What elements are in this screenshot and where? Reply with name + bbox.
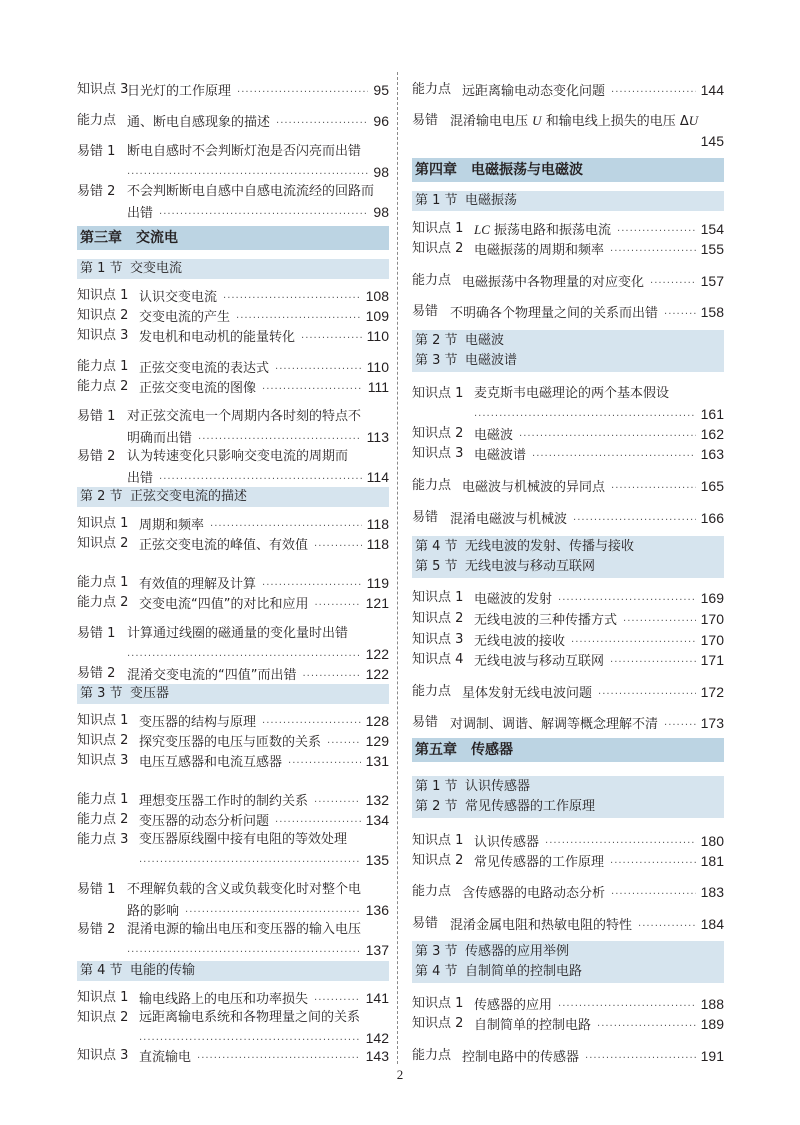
entry-title: 星体发射无线电波问题: [462, 686, 593, 701]
entry-title: 远距离输电动态变化问题: [462, 84, 606, 99]
entry-title: 理想变压器工作时的制约关系: [139, 794, 309, 809]
entry-label: 知识点 1: [77, 990, 129, 1005]
entry-title: 传感器的应用: [474, 998, 553, 1013]
entry-title: 混淆金属电阻和热敏电阻的特性: [450, 918, 633, 933]
page-number: 95: [373, 82, 389, 98]
leader-dots: [314, 537, 362, 557]
entry-label: 知识点 2: [412, 426, 464, 441]
entry-title: 认为转速变化只影响交变电流的周期而: [127, 449, 349, 464]
page-number: 118: [366, 536, 389, 552]
entry-label: 知识点 3: [77, 1048, 129, 1063]
entry-title: 无线电波的接收: [474, 634, 566, 649]
leader-dots: [664, 716, 696, 736]
entry-label: 知识点 1: [77, 713, 129, 728]
leader-dots: [598, 685, 696, 705]
entry-title: 电磁波: [474, 428, 514, 443]
entry-title-continued: 明确而出错: [127, 431, 193, 446]
page-number: 111: [367, 379, 389, 395]
page-number: 157: [700, 273, 724, 289]
page-number: 180: [700, 833, 724, 849]
section-label: 第 3 节: [415, 353, 458, 368]
page-number: 163: [700, 446, 724, 462]
section-title: 无线电波与移动互联网: [465, 559, 596, 574]
entry-title: 变压器的动态分析问题: [139, 814, 270, 829]
toc-entry[interactable]: [77, 142, 389, 182]
entry-label: 易错 1: [77, 144, 116, 159]
leader-dots: [611, 885, 696, 905]
section-label: 第 2 节: [415, 333, 458, 348]
entry-label: 易错 2: [77, 666, 116, 681]
section-title: 电磁波: [465, 333, 505, 348]
section-title: 认识传感器: [465, 779, 531, 794]
entry-label: 易错: [412, 510, 439, 525]
entry-title: 通、断电自感现象的描述: [127, 115, 271, 130]
entry-label: 知识点 3: [77, 753, 129, 768]
leader-dots: [276, 114, 368, 134]
entry-label: 能力点 2: [77, 379, 129, 394]
page-number: 119: [366, 575, 389, 591]
section-label: 第 4 节: [415, 964, 458, 979]
section-label: 第 1 节: [415, 779, 458, 794]
leader-dots: [314, 596, 360, 616]
entry-title-part: 混淆输电电压: [450, 114, 529, 129]
entry-label: 知识点 2: [412, 611, 464, 626]
page-number: 132: [365, 792, 389, 808]
entry-label: 能力点: [412, 273, 452, 288]
entry-label: 知识点 2: [412, 1016, 464, 1031]
entry-title: 常见传感器的工作原理: [474, 855, 605, 870]
entry-label: 易错: [412, 715, 439, 730]
leader-dots: [610, 653, 696, 673]
chapter-heading[interactable]: 第五章 传感器: [412, 738, 724, 762]
section-title: 电磁波谱: [465, 353, 518, 368]
section-label: 第 1 节: [80, 261, 123, 276]
entry-title: 日光灯的工作原理: [127, 84, 232, 99]
entry-title: 计算通过线圈的磁通量的变化量时出错: [127, 626, 349, 641]
section-label: 第 1 节: [415, 193, 458, 208]
section-heading-pair[interactable]: [412, 330, 724, 372]
entry-label: 知识点 1: [77, 516, 129, 531]
leader-dots: [610, 242, 696, 262]
entry-label: 知识点 3: [77, 82, 129, 97]
toc-entry[interactable]: [77, 624, 389, 664]
entry-label: 能力点 2: [77, 812, 129, 827]
entry-title: 变压器原线圈中接有电阻的等效处理: [139, 832, 348, 847]
variable-u: U: [532, 113, 542, 128]
entry-title: 不明确各个物理量之间的关系而出错: [450, 306, 659, 321]
leader-dots: [623, 612, 696, 632]
page-number: 145: [700, 133, 724, 149]
entry-label: 知识点 2: [77, 733, 129, 748]
leader-dots: [197, 1049, 361, 1069]
page-number: 170: [700, 611, 724, 627]
entry-label: 知识点 1: [412, 386, 464, 401]
entry-title: [450, 111, 698, 132]
entry-label: 知识点 1: [412, 221, 464, 236]
page-number: 128: [365, 713, 389, 729]
entry-title: 认识传感器: [474, 835, 540, 850]
entry-title: 交变电流的产生: [139, 310, 231, 325]
leader-dots: [237, 83, 368, 103]
toc-entry[interactable]: [412, 111, 724, 151]
entry-label: 能力点: [412, 884, 452, 899]
entry-title: 不理解负载的含义或负载变化时对整个电: [127, 882, 362, 897]
page-number: 131: [365, 753, 389, 769]
entry-label: 易错 2: [77, 449, 116, 464]
entry-title: 自制简单的控制电路: [474, 1018, 592, 1033]
page-number: 189: [700, 1016, 724, 1032]
section-title: 电磁振荡: [465, 193, 518, 208]
section-heading[interactable]: [77, 684, 389, 704]
page-number: 170: [700, 632, 724, 648]
entry-title: 无线电波的三种传播方式: [474, 613, 618, 628]
page-number: 171: [700, 652, 724, 668]
entry-label: 知识点 2: [412, 241, 464, 256]
entry-title: 交变电流“四值”的对比和应用: [139, 597, 309, 612]
page-number: 181: [700, 853, 724, 869]
entry-title-part: 和输电线上损失的电压 Δ: [545, 114, 689, 129]
entry-label: 能力点 2: [77, 595, 129, 610]
entry-label: 知识点 2: [412, 853, 464, 868]
page-number: 141: [365, 990, 389, 1006]
section-title: 常见传感器的工作原理: [465, 799, 596, 814]
leader-dots: [664, 305, 696, 325]
page-number: 166: [700, 510, 724, 526]
page-number: 172: [700, 684, 724, 700]
entry-title: 对正弦交流电一个周期内各时刻的特点不: [127, 409, 362, 424]
page-number: 136: [365, 902, 389, 918]
entry-label: 易错: [412, 113, 439, 128]
entry-title: 电磁振荡的周期和频率: [474, 243, 605, 258]
entry-title: 电磁波的发射: [474, 592, 553, 607]
entry-label: 知识点 3: [412, 446, 464, 461]
leader-dots: [585, 1049, 696, 1069]
page-number: 142: [365, 1030, 389, 1046]
toc-entry[interactable]: [77, 182, 389, 222]
entry-label: 能力点 3: [77, 832, 129, 847]
entry-title: 输电线路上的电压和功率损失: [139, 992, 309, 1007]
section-heading-pair[interactable]: [412, 776, 724, 818]
entry-label: 能力点 1: [77, 792, 129, 807]
page-number: 122: [365, 666, 389, 682]
entry-title: 探究变压器的电压与匝数的关系: [139, 735, 322, 750]
entry-title: 混淆电磁波与机械波: [450, 512, 568, 527]
leader-dots: [611, 479, 696, 499]
entry-title: 电磁振荡中各物理量的对应变化: [462, 275, 645, 290]
section-heading-pair[interactable]: [412, 536, 724, 578]
section-title: 自制简单的控制电路: [465, 964, 583, 979]
entry-title: 有效值的理解及计算: [139, 577, 257, 592]
entry-label: 能力点 1: [77, 575, 129, 590]
leader-dots: [139, 853, 361, 873]
section-label: 第 3 节: [80, 686, 123, 701]
leader-dots: [610, 854, 696, 874]
chapter-heading[interactable]: 第四章 电磁振荡与电磁波: [412, 158, 724, 182]
page-number: 96: [373, 113, 389, 129]
page-number: 184: [700, 916, 724, 932]
page-number: 134: [365, 812, 389, 828]
section-label: 第 2 节: [415, 799, 458, 814]
section-title: 电能的传输: [130, 963, 196, 978]
entry-title: 直流输电: [139, 1050, 192, 1065]
entry-title: 远距离输电系统和各物理量之间的关系: [139, 1010, 361, 1025]
entry-label: 能力点: [412, 1048, 452, 1063]
section-title: 无线电波的发射、传播与接收: [465, 539, 635, 554]
page-number: 137: [365, 942, 389, 958]
entry-title: 电磁波与机械波的异同点: [462, 480, 606, 495]
section-heading[interactable]: [77, 487, 389, 507]
entry-title: 正弦交变电流的表达式: [139, 361, 270, 376]
entry-title: 正弦交变电流的图像: [139, 381, 257, 396]
leader-dots: [159, 205, 368, 225]
leader-dots: [288, 754, 361, 774]
entry-label: 知识点 2: [77, 1010, 129, 1025]
entry-title: 正弦交变电流的峰值、有效值: [139, 538, 309, 553]
leader-dots: [638, 917, 696, 937]
entry-label: 能力点 1: [77, 359, 129, 374]
entry-label: 易错: [412, 304, 439, 319]
page-number: 158: [700, 304, 724, 320]
entry-label: 知识点 1: [412, 833, 464, 848]
page-number: 98: [373, 204, 389, 220]
entry-label: 易错: [412, 916, 439, 931]
entry-title: 麦克斯韦电磁理论的两个基本假设: [474, 386, 670, 401]
page-number: 155: [700, 241, 724, 257]
page-folio: 2: [396, 1067, 404, 1082]
toc-entry[interactable]: [77, 920, 389, 960]
page-number: 154: [700, 221, 724, 237]
section-label: 第 5 节: [415, 559, 458, 574]
page-number: 162: [700, 426, 724, 442]
leader-dots: [573, 511, 696, 531]
entry-title: 周期和频率: [139, 518, 205, 533]
entry-label: 易错 2: [77, 922, 116, 937]
entry-title-continued: 出错: [127, 206, 154, 221]
page-number: 191: [700, 1048, 724, 1064]
entry-label: 知识点 4: [412, 652, 464, 667]
entry-label: 知识点 1: [412, 996, 464, 1011]
entry-title: 电压互感器和电流互感器: [139, 755, 283, 770]
leader-dots: [611, 83, 696, 103]
section-label: 第 4 节: [80, 963, 123, 978]
toc-entry[interactable]: [412, 384, 724, 424]
page-number: 165: [700, 478, 724, 494]
entry-title: [474, 220, 611, 241]
entry-label: 知识点 3: [77, 328, 129, 343]
page-number: 113: [366, 429, 389, 445]
leader-dots: [558, 591, 696, 611]
entry-title-continued: 路的影响: [127, 904, 180, 919]
variable-u: U: [688, 113, 699, 128]
variable-lc: LC: [474, 222, 490, 237]
section-title: 正弦交变电流的描述: [130, 489, 248, 504]
section-label: 第 2 节: [80, 489, 123, 504]
section-heading[interactable]: [77, 961, 389, 981]
leader-dots: [532, 447, 696, 467]
page-number: 110: [366, 359, 389, 375]
section-label: 第 4 节: [415, 539, 458, 554]
page-number: 118: [366, 516, 389, 532]
page-number: 143: [365, 1048, 389, 1064]
page-number: 110: [366, 328, 389, 344]
section-title: 交变电流: [130, 261, 183, 276]
entry-label: 易错 2: [77, 184, 116, 199]
page-number: 135: [365, 852, 389, 868]
entry-label: 知识点 2: [77, 536, 129, 551]
page-number: 183: [700, 884, 724, 900]
page-number: 161: [700, 406, 724, 422]
entry-title: 变压器的结构与原理: [139, 715, 257, 730]
entry-label: 易错 1: [77, 882, 116, 897]
entry-title: 认识交变电流: [139, 290, 218, 305]
entry-title: 含传感器的电路动态分析: [462, 886, 606, 901]
toc-entry[interactable]: [77, 447, 389, 487]
page-number: 188: [700, 996, 724, 1012]
page-number: 114: [366, 469, 389, 485]
entry-label: 易错 1: [77, 409, 116, 424]
page-number: 169: [700, 590, 724, 606]
entry-title: 断电自感时不会判断灯泡是否闪亮而出错: [127, 144, 362, 159]
entry-label: 知识点 1: [77, 288, 129, 303]
toc-entry[interactable]: [77, 880, 389, 920]
column-divider: [397, 72, 398, 1064]
section-label: 第 3 节: [415, 944, 458, 959]
entry-title: 发电机和电动机的能量转化: [139, 330, 296, 345]
section-title: 变压器: [130, 686, 170, 701]
page-number: 121: [365, 595, 389, 611]
section-title: 传感器的应用举例: [465, 944, 570, 959]
page-number: 108: [365, 288, 389, 304]
section-heading[interactable]: [77, 259, 389, 279]
entry-label: 能力点: [77, 113, 117, 128]
toc-entry[interactable]: [77, 1008, 389, 1048]
page-number: 109: [365, 308, 389, 324]
page-number: 122: [365, 646, 389, 662]
entry-title: 对调制、调谐、解调等概念理解不清: [450, 717, 659, 732]
page-number: 144: [700, 82, 724, 98]
entry-title: 混淆交变电流的“四值”而出错: [127, 668, 297, 683]
entry-title: 混淆电源的输出电压和变压器的输入电压: [127, 922, 362, 937]
leader-dots: [262, 380, 363, 400]
section-heading[interactable]: [412, 191, 724, 211]
entry-label: 知识点 2: [77, 308, 129, 323]
leader-dots: [650, 274, 696, 294]
page-number: 173: [700, 715, 724, 731]
leader-dots: [127, 943, 361, 963]
entry-label: 知识点 1: [412, 590, 464, 605]
leader-dots: [597, 1017, 696, 1037]
page-number: 129: [365, 733, 389, 749]
entry-label: 能力点: [412, 82, 452, 97]
chapter-heading[interactable]: 第三章 交流电: [77, 226, 389, 250]
entry-title: 电磁波谱: [474, 448, 527, 463]
entry-label: 知识点 3: [412, 632, 464, 647]
toc-entry[interactable]: [77, 830, 389, 870]
section-heading-pair[interactable]: [412, 941, 724, 983]
toc-entry[interactable]: [77, 407, 389, 447]
entry-title: 无线电波与移动互联网: [474, 654, 605, 669]
leader-dots: [301, 329, 362, 349]
entry-title: 不会判断断电自感中自感电流流经的回路而: [127, 184, 375, 199]
entry-title-continued: 出错: [127, 471, 154, 486]
entry-label: 能力点: [412, 684, 452, 699]
entry-title-part: 振荡电路和振荡电流: [489, 223, 612, 238]
page-number: 98: [373, 164, 389, 180]
entry-label: 易错 1: [77, 626, 116, 641]
entry-title: 控制电路中的传感器: [462, 1050, 580, 1065]
entry-label: 能力点: [412, 478, 452, 493]
